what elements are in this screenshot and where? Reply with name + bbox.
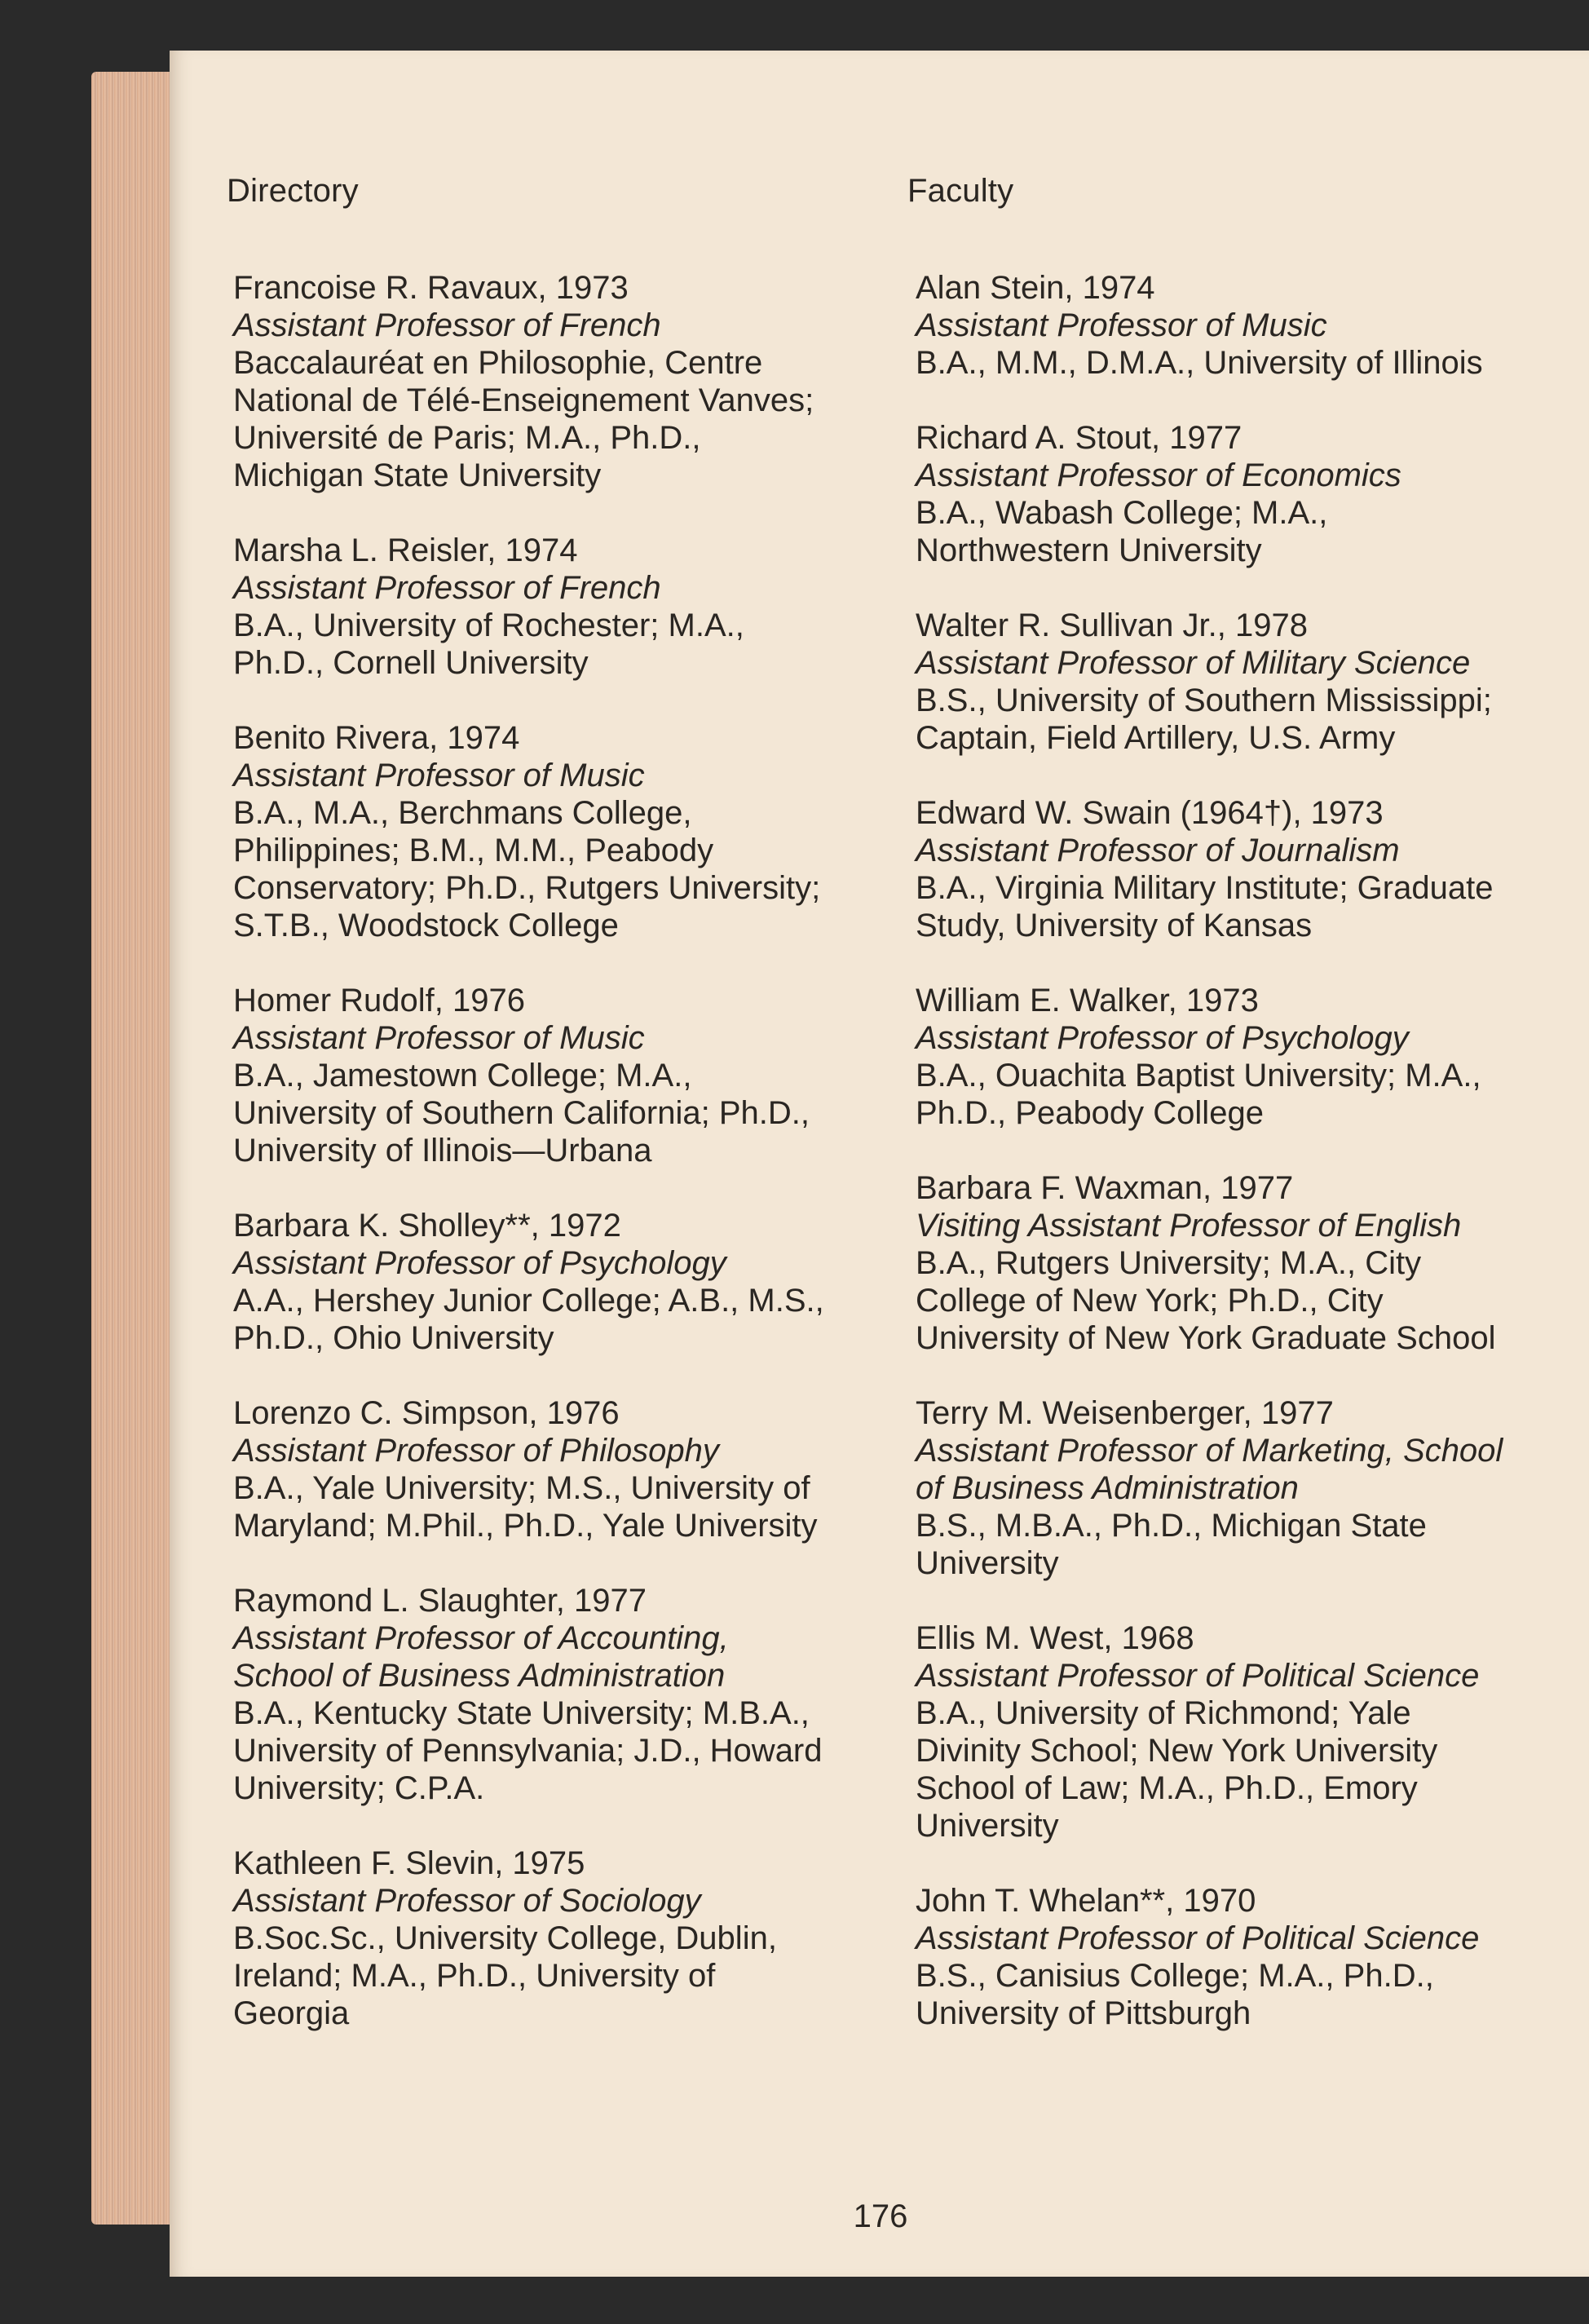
faculty-entry <box>233 269 902 494</box>
faculty-credentials-line: Divinity School; New York University <box>916 1733 1438 1769</box>
faculty-entry <box>233 532 902 682</box>
faculty-credentials-line: S.T.B., Woodstock College <box>233 908 619 943</box>
faculty-credentials-line: University of Pennsylvania; J.D., Howard <box>233 1733 823 1769</box>
faculty-name: Edward W. Swain (1964†), 1973 <box>916 795 1384 831</box>
faculty-title: Assistant Professor of Political Science <box>916 1920 1480 1956</box>
faculty-entry <box>916 1882 1584 2032</box>
faculty-name: John T. Whelan**, 1970 <box>916 1883 1256 1919</box>
faculty-name: Barbara F. Waxman, 1977 <box>916 1170 1294 1206</box>
faculty-credentials-line: B.A., Wabash College; M.A., <box>916 495 1328 531</box>
book-page-edges <box>91 72 181 2225</box>
faculty-credentials-line: Michigan State University <box>233 457 602 493</box>
running-header-faculty: Faculty <box>907 173 1014 209</box>
faculty-name: Alan Stein, 1974 <box>916 270 1155 306</box>
running-header-directory: Directory <box>227 173 359 209</box>
faculty-credentials-line: Captain, Field Artillery, U.S. Army <box>916 720 1396 756</box>
faculty-entry <box>233 719 902 944</box>
faculty-name: William E. Walker, 1973 <box>916 983 1259 1018</box>
faculty-name: Benito Rivera, 1974 <box>233 720 520 756</box>
faculty-credentials-line: School of Law; M.A., Ph.D., Emory <box>916 1770 1418 1806</box>
faculty-name: Barbara K. Sholley**, 1972 <box>233 1208 621 1244</box>
faculty-credentials-line: B.S., University of Southern Mississippi; <box>916 683 1492 718</box>
faculty-credentials-line: University; C.P.A. <box>233 1770 485 1806</box>
faculty-entry <box>233 982 902 1169</box>
faculty-name: Homer Rudolf, 1976 <box>233 983 525 1018</box>
faculty-credentials-line: B.Soc.Sc., University College, Dublin, <box>233 1920 777 1956</box>
faculty-title: Assistant Professor of French <box>233 307 661 343</box>
book-page <box>170 51 1589 2277</box>
faculty-credentials-line: Ph.D., Ohio University <box>233 1320 554 1356</box>
faculty-credentials-line: Study, University of Kansas <box>916 908 1313 943</box>
faculty-credentials-line: Ph.D., Cornell University <box>233 645 589 681</box>
faculty-credentials-line: Baccalauréat en Philosophie, Centre <box>233 345 763 381</box>
faculty-credentials-line: University <box>916 1808 1059 1844</box>
faculty-title: Assistant Professor of Sociology <box>233 1883 701 1919</box>
faculty-title: Assistant Professor of Political Science <box>916 1658 1480 1694</box>
faculty-title: Assistant Professor of Philosophy <box>233 1433 719 1469</box>
faculty-credentials-line: B.A., University of Rochester; M.A., <box>233 608 744 643</box>
faculty-credentials-line: University <box>916 1545 1059 1581</box>
faculty-entry <box>916 269 1584 382</box>
faculty-credentials-line: Northwestern University <box>916 532 1262 568</box>
faculty-entry <box>916 1169 1584 1357</box>
faculty-column-left <box>233 269 902 2070</box>
faculty-credentials-line: Conservatory; Ph.D., Rutgers University; <box>233 870 821 906</box>
faculty-credentials-line: University of Southern California; Ph.D., <box>233 1095 810 1131</box>
faculty-entry <box>916 982 1584 1132</box>
faculty-title: Visiting Assistant Professor of English <box>916 1208 1462 1244</box>
faculty-title: Assistant Professor of Psychology <box>233 1245 726 1281</box>
faculty-entry <box>233 1582 902 1807</box>
faculty-name: Raymond L. Slaughter, 1977 <box>233 1583 647 1619</box>
faculty-name: Kathleen F. Slevin, 1975 <box>233 1845 585 1881</box>
faculty-credentials-line: A.A., Hershey Junior College; A.B., M.S., <box>233 1283 824 1319</box>
faculty-credentials-line: University of New York Graduate School <box>916 1320 1496 1356</box>
faculty-entry <box>916 607 1584 757</box>
faculty-credentials-line: B.A., Kentucky State University; M.B.A., <box>233 1695 810 1731</box>
faculty-entry <box>233 1845 902 2032</box>
faculty-title: Assistant Professor of Music <box>233 1020 645 1056</box>
faculty-credentials-line: B.A., Rutgers University; M.A., City <box>916 1245 1422 1281</box>
faculty-credentials-line: B.A., Virginia Military Institute; Graduate <box>916 870 1494 906</box>
faculty-title: Assistant Professor of Economics <box>916 457 1401 493</box>
faculty-credentials-line: B.S., Canisius College; M.A., Ph.D., <box>916 1958 1434 1994</box>
faculty-entry <box>916 1394 1584 1582</box>
faculty-credentials-line: College of New York; Ph.D., City <box>916 1283 1384 1319</box>
faculty-name: Walter R. Sullivan Jr., 1978 <box>916 608 1308 643</box>
faculty-name: Richard A. Stout, 1977 <box>916 420 1243 456</box>
faculty-entry <box>916 419 1584 569</box>
faculty-name: Francoise R. Ravaux, 1973 <box>233 270 629 306</box>
faculty-credentials-line: B.A., Yale University; M.S., University of <box>233 1470 810 1506</box>
faculty-title: Assistant Professor of Journalism <box>916 833 1400 868</box>
faculty-credentials-line: B.S., M.B.A., Ph.D., Michigan State <box>916 1508 1427 1544</box>
faculty-title: Assistant Professor of Music <box>233 758 645 793</box>
faculty-credentials-line: Georgia <box>233 1995 350 2031</box>
faculty-credentials-line: B.A., University of Richmond; Yale <box>916 1695 1411 1731</box>
faculty-credentials-line: National de Télé-Enseignement Vanves; <box>233 382 814 418</box>
faculty-column-right <box>916 269 1584 2070</box>
faculty-title: Assistant Professor of French <box>233 570 661 606</box>
faculty-credentials-line: Philippines; B.M., M.M., Peabody <box>233 833 714 868</box>
faculty-title: Assistant Professor of Psychology <box>916 1020 1409 1056</box>
faculty-title: Assistant Professor of Military Science <box>916 645 1471 681</box>
faculty-credentials-line: Ireland; M.A., Ph.D., University of <box>233 1958 716 1994</box>
faculty-credentials-line: B.A., Ouachita Baptist University; M.A., <box>916 1058 1481 1094</box>
faculty-entry <box>233 1207 902 1357</box>
faculty-name: Lorenzo C. Simpson, 1976 <box>233 1395 620 1431</box>
faculty-credentials-line: Ph.D., Peabody College <box>916 1095 1264 1131</box>
faculty-credentials-line: University of Pittsburgh <box>916 1995 1251 2031</box>
faculty-credentials-line: Maryland; M.Phil., Ph.D., Yale University <box>233 1508 818 1544</box>
faculty-title: Assistant Professor of Accounting, School of Business Administration <box>233 1620 729 1694</box>
faculty-title: Assistant Professor of Marketing, School of Business Administration <box>916 1433 1503 1506</box>
faculty-name: Ellis M. West, 1968 <box>916 1620 1194 1656</box>
faculty-name: Terry M. Weisenberger, 1977 <box>916 1395 1334 1431</box>
faculty-entry <box>916 794 1584 944</box>
faculty-entry <box>916 1619 1584 1845</box>
page-number: 176 <box>853 2198 908 2234</box>
faculty-title: Assistant Professor of Music <box>916 307 1327 343</box>
faculty-entry <box>233 1394 902 1544</box>
faculty-credentials-line: University of Illinois—Urbana <box>233 1133 652 1169</box>
faculty-name: Marsha L. Reisler, 1974 <box>233 532 578 568</box>
faculty-credentials-line: B.A., M.A., Berchmans College, <box>233 795 692 831</box>
faculty-credentials-line: Université de Paris; M.A., Ph.D., <box>233 420 701 456</box>
faculty-credentials-line: B.A., Jamestown College; M.A., <box>233 1058 692 1094</box>
faculty-credentials-line: B.A., M.M., D.M.A., University of Illinois <box>916 345 1483 381</box>
